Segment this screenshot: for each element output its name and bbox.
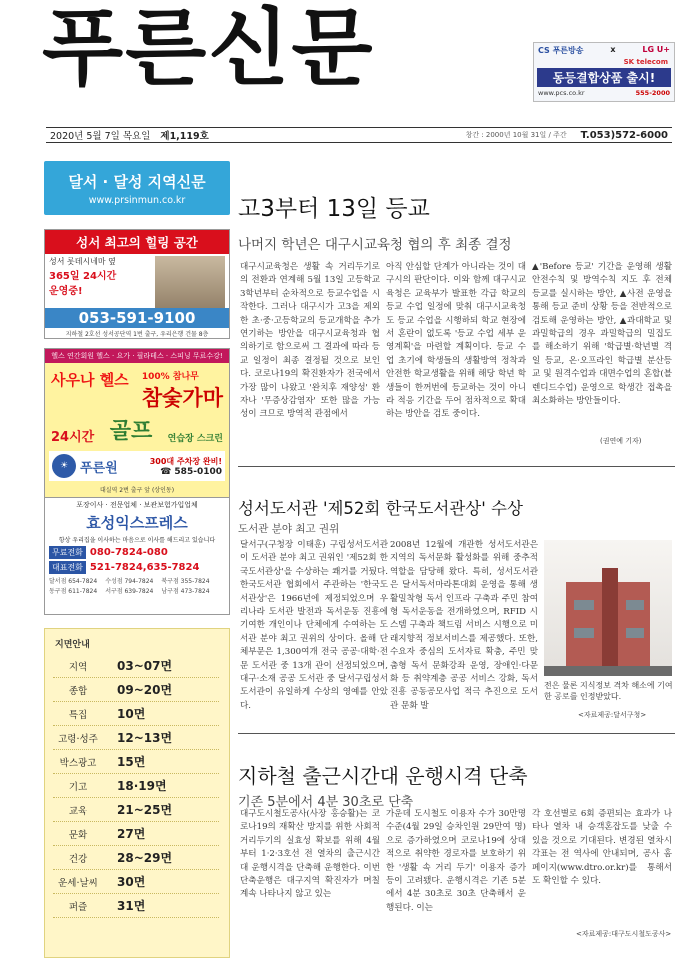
index-page: 28~29면: [117, 851, 173, 865]
article1-col2: 아직 안심할 단계가 아니라는 것이 대구시의 판단이다. 이와 함께 대구시교육청은 교육부가 발표한 각급 학교의 등교 수업 일정에 맞춰 대구시교육청도 등교 수업을 시행하되 학교 현장에서 혼란이 없도록 '등교 수업 세부 운영계획'을 마련할 계획이다. 등교 수업 초기에 학생들의 생활방역 정착과 안전한 학교생활을 위해 해당 학년 학생들이 한꺼번에 등교하는 것이 아니라 적응 기간을 두어 점차적으로 확대하는 방안을 검토 중이다.: [386, 262, 526, 420]
branch-item: 북구점 355-7824: [161, 578, 210, 585]
index-row[interactable]: [53, 726, 219, 750]
index-row[interactable]: [53, 678, 219, 702]
index-section: 운세·날씨: [58, 877, 98, 889]
index-row[interactable]: [53, 702, 219, 726]
healing-spa-ad[interactable]: [44, 229, 230, 339]
ad1-phone: 053-591-9100: [45, 308, 229, 328]
ad2-percent: 100% 참나무: [141, 372, 199, 382]
index-row[interactable]: [53, 774, 219, 798]
article-divider: [238, 466, 675, 467]
ad2-24h: 24시간: [51, 430, 95, 445]
ad1-line1: 성서 롯데시네마 옆: [49, 257, 116, 266]
ad2-topline: 헬스 연간회원 헬스 · 요가 · 필라테스 · 스피닝 무료수강!: [45, 349, 229, 363]
index-section: 교육: [68, 805, 88, 817]
index-row[interactable]: [53, 846, 219, 870]
article1-credit: (권연예 기자): [600, 437, 642, 445]
article3-subhead: 기존 5분에서 4분 30초로 단축: [238, 795, 414, 810]
article1-col3: ▲'Before 등교' 기간을 운영해 생활안전수칙 및 방역수칙 지도 후 전체 등교를 실시하는 방안, ▲사전 운영을 통해 등교 준비 상황 등을 전반적으로 검토해 운영하는 방안, ▲과대학교 및 과밀학급의 경우 과밀학급의 밀집도를 해소하기 위해 '학급별·학년별 격일 등교, 온·오프라인 학급별 분산등교 및 원격수업과 대면수업의 혼합(블렌디드수업) 운영으로 학생간 접촉을 최소화하는 방안들이다.: [532, 262, 672, 407]
index-section: 건강: [68, 853, 88, 865]
article2-subhead: 도서관 분야 최고 권위: [238, 523, 340, 535]
index-page: 27면: [117, 827, 146, 841]
ad1-hours: 365일 24시간: [49, 271, 117, 282]
article3-col3: 각 호선별로 6회 증편되는 효과가 나타나 열차 내 승객혼잡도를 낮출 수 있을 것으로 기대된다. 변경된 열차시각표는 전 역사에 안내되며, 공사 홈페이지(www.dtro.or.kr)를 통해서도 확인할 수 있다.: [532, 809, 672, 887]
ad1-open: 운영중!: [49, 286, 83, 297]
index-row[interactable]: [53, 822, 219, 846]
index-page: 31면: [117, 899, 146, 913]
article1-headline[interactable]: 고3부터 13일 등교: [238, 196, 430, 222]
window: [574, 600, 594, 610]
branch-list: [45, 574, 229, 597]
branch-item: 서구점 639-7824: [105, 588, 154, 595]
index-row[interactable]: [53, 798, 219, 822]
issue-number: 제1,119호: [160, 131, 209, 142]
article2-col1: 달서구(구청장 이태훈) 구립성서도서관이 도서관 분야 최고 권위인 '제52회 한국도서관상'을 수상하는 쾌거를 거뒀다. 한국도서관 협회에서 주관하는 '한국도서관상'은 1966년에 제정되었으며 우리나라 도서관 발전과 독서운동 진흥에 기여한 개인이나 단체에게 수여하는 도서관 분야 최고 권위의 상이다. 올해 단체부문은 1,300여개 전국 공공·대학·전문 도서관 중 13개 관이 선정되었으며, 대구·소재 공공 도서관 중 달서구립성서도서관이 유일하게 수상의 영예를 안았다.: [240, 540, 388, 711]
ad2-screen: 연습장 스크린: [167, 434, 223, 445]
index-row[interactable]: [53, 750, 219, 774]
ad-phone: 555-2000: [635, 89, 670, 97]
building-image: [155, 256, 225, 316]
article3-headline[interactable]: 지하철 출근시간대 운행시격 단축: [238, 764, 528, 788]
library-photo: [544, 540, 672, 676]
ad-x: x: [610, 45, 616, 54]
ad2-brand: 푸른원: [80, 460, 118, 476]
ad2-parking: 300대 주차장 완비!: [149, 456, 222, 466]
ad3-brand: 효성익스프레스: [86, 514, 188, 532]
website-url[interactable]: www.prsinmun.co.kr: [88, 195, 186, 206]
index-section: 박스광고: [59, 757, 97, 769]
article3-credit: <자료제공:대구도시철도공사>: [576, 930, 672, 938]
issue-date: 2020년 5월 7일 목요일: [50, 131, 151, 142]
ad3-desc: 항상 우리집을 이사하는 마음으로 이사를 해드리고 있습니다: [58, 537, 216, 544]
index-page: 15면: [117, 755, 146, 769]
ad-logos: [534, 43, 674, 58]
index-row[interactable]: [53, 894, 219, 918]
window: [626, 600, 644, 610]
ad2-address: 대실역 2번 출구 앞 (상인동): [99, 487, 175, 494]
window: [626, 628, 644, 638]
ad2-golf: 골프: [109, 419, 153, 444]
article2-caption: 전은 물론 지식정보 격차 해소에 기여한 공로를 인정받았다.: [544, 681, 673, 702]
index-section: 기고: [68, 781, 88, 793]
sauna-golf-ad[interactable]: [44, 348, 230, 508]
index-section: 퍼즐: [68, 901, 88, 913]
ad2-phone: ☎ 585-0100: [160, 466, 222, 477]
index-page: 30면: [117, 875, 146, 889]
ad2-sauna: 사우나 헬스: [51, 371, 129, 389]
sk-logo: SK telecom: [623, 58, 668, 66]
moving-company-ad[interactable]: [44, 497, 230, 615]
ad1-headline: 성서 최고의 힐링 공간: [45, 230, 229, 254]
branch-item: 남구점 473-7824: [161, 588, 210, 595]
main-call-label: 대표전화: [49, 561, 86, 574]
article2-headline[interactable]: 성서도서관 '제52회 한국도서관상' 수상: [238, 499, 523, 518]
index-row[interactable]: [53, 654, 219, 678]
article3-col1: 대구도시철도공사(사장 홍승활)는 코로나19의 재확산 방지를 위한 사회적 거리두기의 실효성 확보를 위해 4월부터 1·2·3호선 전 열차의 출근시간대 운행시격을 단축해 운행한다. 이번 단축운행은 대구지역 확진자가 며칠 계속 나타나지 않고 있는: [240, 809, 380, 900]
ad-url: www.pcs.co.kr: [538, 89, 585, 97]
index-page: 09~20면: [117, 683, 173, 697]
index-page: 12~13면: [117, 731, 173, 745]
branch-item: 달서점 654-7824: [49, 578, 98, 585]
article1-subhead: 나머지 학년은 대구시교육청 협의 후 최종 결정: [238, 237, 512, 253]
index-section: 종합: [68, 685, 88, 697]
issue-infobar: [46, 127, 672, 143]
newspaper-title: 푸른신문: [42, 0, 375, 97]
article2-credit: <자료제공:달서구청>: [578, 711, 647, 719]
branch-item: 수성점 794-7824: [105, 578, 154, 585]
ad3-head: 포장이사 · 전문업체 · 보관보험가입업체: [76, 501, 198, 509]
index-row[interactable]: [53, 870, 219, 894]
free-call-number: 080-7824-080: [89, 547, 168, 558]
index-page: 03~07면: [117, 659, 173, 673]
index-section: 특집: [68, 709, 88, 721]
index-section: 지역: [68, 661, 88, 673]
paper-region-box: [44, 161, 230, 215]
index-page: 21~25면: [117, 803, 173, 817]
masthead-ad[interactable]: [533, 42, 675, 102]
index-section: 고령·성주: [58, 733, 98, 745]
photo-ground: [544, 666, 672, 676]
founded-info: 창간 : 2000년 10월 31일 / 주간: [465, 131, 567, 139]
page-index-title: 지면안내: [55, 640, 90, 650]
brand-logo-icon: ☀: [52, 454, 76, 478]
ad-headline: 동등결합상품 출시!: [537, 68, 671, 87]
cs-logo: CS 푸른방송: [538, 46, 584, 55]
article1-col1: 대구시교육청은 생활 속 거리두기로의 전환과 연계해 5월 13일 고등학교 3학년부터 순차적으로 등교수업을 시작한다. 그러나 대구시가 고3을 제외한 초·중·고등학교의 등교개학을 추가 연기하는 방안을 대구시교육청과 협의하기로 함으로써 그 결과에 따라 등교 일정이 최종 결정될 것으로 보인다. 코로나19의 확진환자가 전국에서 가장 많이 나왔고 '완치후 재양성' 환자나 '무증상감염자' 또한 많을 가능성이 크므로 방역적 관점에서: [240, 262, 380, 420]
ad1-address: 지하철 2호선 성서공단역 1번 출구, 우리은행 건물 8층: [65, 331, 209, 338]
ad2-charcoal: 참숯가마: [141, 386, 223, 410]
contact-phone: T.053)572-6000: [580, 129, 668, 141]
article2-col2: 2008년 12월에 개관한 성서도서관은 지역의 독서문화 활성화를 위해 중추적 역할을 담당해 왔다. 특히, 성서도서관은 달서독서마라톤대회 운영을 통해 생활밀착형 독서 인프라 구축과 주민 참여형 독서운동을 전개하였으며, RFID 시스템 구축과 책드림 서비스 시행으로 미래지향적 정보서비스를 제공했다. 또한, 수요자 중심의 도서자료 확충, 주민 맞춤형 독서 문화강좌 운영, 장애인·다문화 등 취약계층 공공 서비스 강화, 독서진흥 공동공모사업 적극 추진으로 도서관 문화 발: [390, 540, 538, 711]
index-page: 10면: [117, 707, 146, 721]
main-call-number: 521-7824,635-7824: [89, 562, 200, 573]
region-title: 달서 · 달성 지역신문: [68, 173, 206, 191]
lgu-logo: LG U+: [642, 45, 670, 54]
index-page: 18·19면: [117, 779, 167, 793]
article3-col2: 가운데 도시철도 이용자 수가 30만명 수준(4월 29일 승차인원 29만여 명)으로 증가하였으며 코로나19에 상대적으로 취약한 경로자를 보호하기 위한 '생활 속 거리 두기' 이용자 증가 등이 고려됐다. 운행시격은 기존 5분에서 4분 30초로 30초 단축해서 운행된다. 이는: [386, 809, 526, 913]
page-index: [44, 628, 230, 958]
branch-item: 동구점 611-7824: [49, 588, 98, 595]
window: [574, 628, 594, 638]
free-call-label: 무료전화: [49, 546, 86, 559]
index-section: 문화: [68, 829, 88, 841]
article-divider: [238, 733, 675, 734]
library-tower: [602, 568, 618, 676]
